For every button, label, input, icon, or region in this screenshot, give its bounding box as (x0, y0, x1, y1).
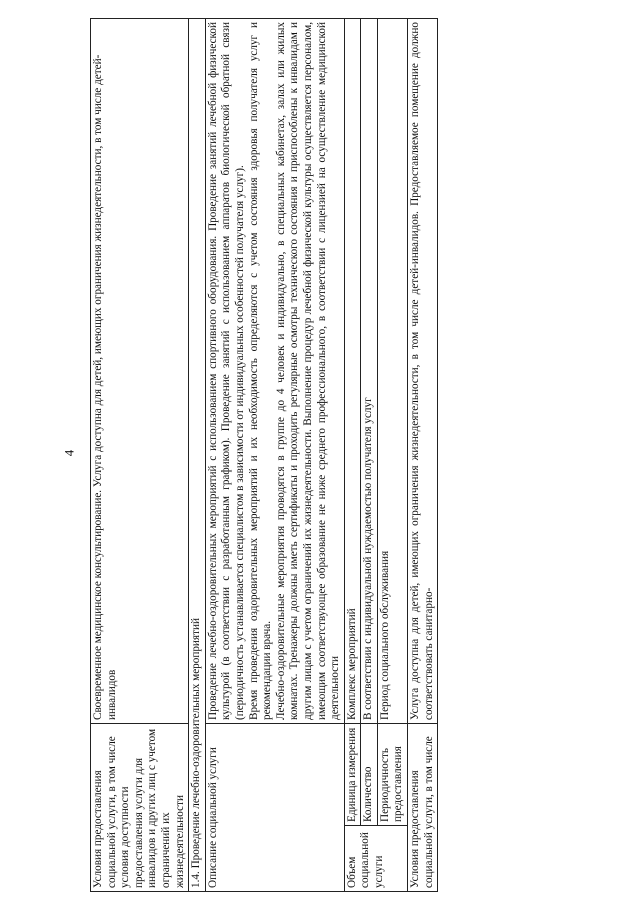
page-number: 4 (61, 449, 77, 457)
table-row (189, 19, 206, 892)
description-text (205, 19, 344, 724)
section-title: 1.4. Проведение лечебно-оздоровительных мероприятий (189, 19, 206, 892)
table-row (377, 19, 407, 892)
frequency-text: Период социального обслуживания (377, 19, 407, 724)
description-paragraph: Проведение лечебно-оздоровительных мероприятий с использованием спортивного оборудования. Проведение занятий лечебной физической культурой (в соответствии с разработанным графиком). Проведение занятий с использованием аппаратов биологической обратной связи (периодичность устанавливается специалистом в зависимости от индивидуальных особенностей получателя услуг). (206, 22, 246, 720)
table-row (408, 19, 438, 892)
quantity-label: Количество (361, 724, 378, 826)
table-row (361, 19, 378, 892)
description-paragraph: Лечебно-оздоровительные мероприятия проводятся в группе до 4 человек и индивидуально, в специальных кабинетах, залах или жилых комнатах. Тренажеры должны иметь сертификаты и проходить регулярные осмотры технического состояния и приспособлены к инвалидам и другим лицам с учетом ограничений их жизнедеятельности. Выполнение процедур лечебной физической культуры осуществляется персоналом, имеющим соответствующее образование не ниже среднего профессионального, в соответствии с лицензией на осуществление медицинской деятельности (274, 22, 342, 720)
service-table (90, 18, 438, 892)
unit-label: Единица измерения (344, 724, 361, 826)
unit-text: Комплекс мероприятий (344, 19, 361, 724)
conditions-text: Своевременное медицинское консультирование. Услуга доступна для детей, имеющих ограничения жизнедеятельности, в том числе детей-инвалидов (91, 19, 189, 724)
table-row (205, 19, 344, 892)
conditions2-label: Условия предоставления социальной услуги, в том числе (408, 724, 438, 892)
volume-label: Объем социальной услуги (344, 826, 407, 892)
description-label: Описание социальной услуги (205, 724, 344, 892)
conditions2-text: Услуга доступна для детей, имеющих ограничения жизнедеятельности, в том числе детей-инвалидов. Предоставляемое помещение должно соответствовать санитарно- (408, 19, 438, 724)
table-row (344, 19, 361, 892)
table-row (91, 19, 189, 892)
conditions-label: Условия предоставления социальной услуги, в том числе условия доступности предоставления услуги для инвалидов и других лиц с учетом ограничений их жизнедеятельности (91, 724, 189, 892)
frequency-label: Периодичность предоставления (377, 724, 407, 826)
description-paragraph: Время проведения оздоровительных мероприятий и их необходимость определяются с учетом состояния здоровья получателя услуг и рекомендации врача. (247, 22, 274, 720)
quantity-text: В соответствии с индивидуальной нуждаемостью получателя услуг (361, 19, 378, 724)
